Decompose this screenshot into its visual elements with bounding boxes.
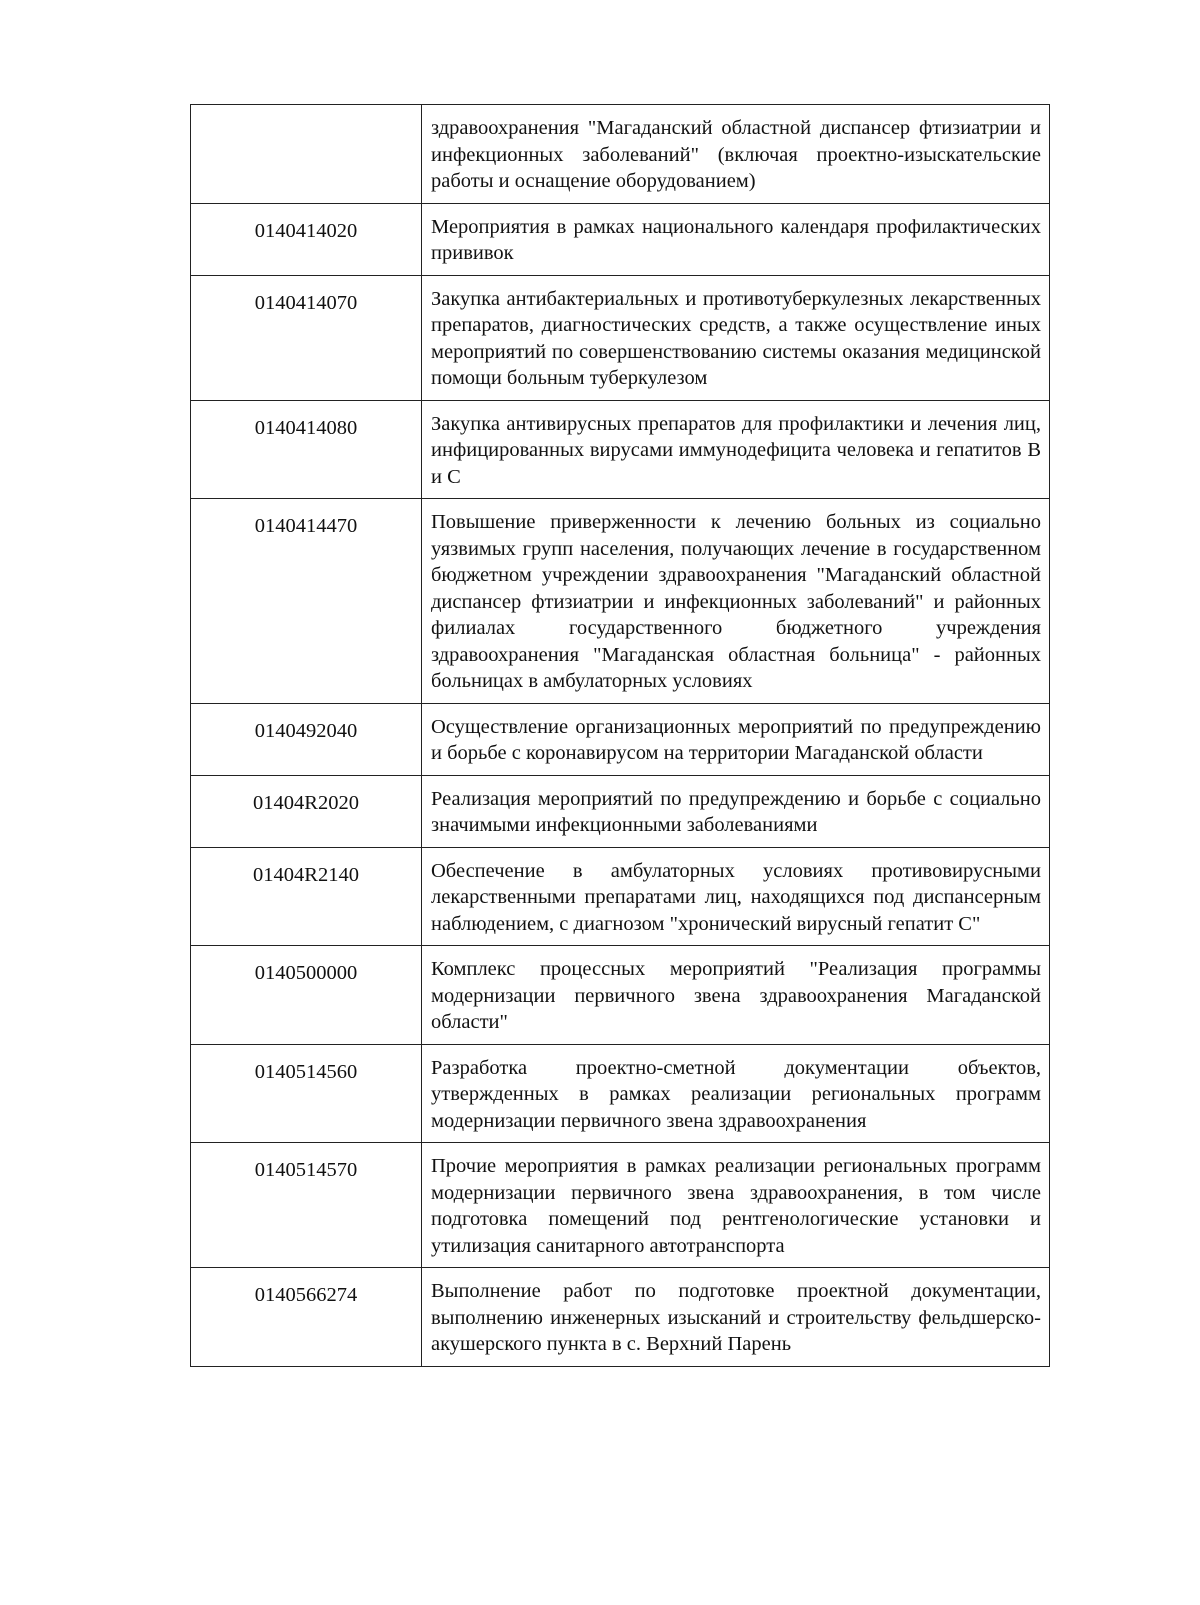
- description-cell: Разработка проектно-сметной документации объектов, утвержденных в рамках реализации региональных программ модернизации первичного звена здравоохранения: [422, 1044, 1050, 1143]
- description-cell: Закупка антивирусных препаратов для профилактики и лечения лиц, инфицированных вирусами иммунодефицита человека и гепатитов В и С: [422, 400, 1050, 499]
- table-row: [191, 1044, 1050, 1143]
- table-row: [191, 703, 1050, 775]
- code-cell: 0140566274: [191, 1268, 422, 1367]
- table-row: [191, 775, 1050, 847]
- table-row: [191, 847, 1050, 946]
- description-cell: Прочие мероприятия в рамках реализации региональных программ модернизации первичного звена здравоохранения, в том числе подготовка помещений под рентгенологические установки и утилизация санитарного автотранспорта: [422, 1143, 1050, 1268]
- description-cell: Закупка антибактериальных и противотуберкулезных лекарственных препаратов, диагностических средств, а также осуществление иных мероприятий по совершенствованию системы оказания медицинской помощи больным туберкулезом: [422, 275, 1050, 400]
- code-cell: 01404R2140: [191, 847, 422, 946]
- description-cell: Реализация мероприятий по предупреждению и борьбе с социально значимыми инфекционными заболеваниями: [422, 775, 1050, 847]
- code-cell: [191, 105, 422, 204]
- code-cell: 0140414070: [191, 275, 422, 400]
- description-cell: Мероприятия в рамках национального календаря профилактических прививок: [422, 203, 1050, 275]
- code-cell: 0140500000: [191, 946, 422, 1045]
- code-cell: 0140414470: [191, 499, 422, 704]
- code-cell: 0140414020: [191, 203, 422, 275]
- code-cell: 01404R2020: [191, 775, 422, 847]
- code-cell: 0140492040: [191, 703, 422, 775]
- table-row: [191, 105, 1050, 204]
- description-cell: Осуществление организационных мероприятий по предупреждению и борьбе с коронавирусом на территории Магаданской области: [422, 703, 1050, 775]
- table-row: [191, 400, 1050, 499]
- table-row: [191, 1268, 1050, 1367]
- description-cell: Повышение приверженности к лечению больных из социально уязвимых групп населения, получающих лечение в государственном бюджетном учреждении здравоохранения "Магаданский областной диспансер фтизиатрии и инфекционных заболеваний" и районных филиалах государственного бюджетного учреждения здравоохранения "Магаданская областная больница" - районных больницах в амбулаторных условиях: [422, 499, 1050, 704]
- table-row: [191, 499, 1050, 704]
- table-row: [191, 203, 1050, 275]
- code-cell: 0140414080: [191, 400, 422, 499]
- description-cell: здравоохранения "Магаданский областной диспансер фтизиатрии и инфекционных заболеваний" (включая проектно-изыскательские работы и оснащение оборудованием): [422, 105, 1050, 204]
- table-row: [191, 946, 1050, 1045]
- description-cell: Обеспечение в амбулаторных условиях противовирусными лекарственными препаратами лиц, находящихся под диспансерным наблюдением, с диагнозом "хронический вирусный гепатит С": [422, 847, 1050, 946]
- description-cell: Выполнение работ по подготовке проектной документации, выполнению инженерных изысканий и строительству фельдшерско-акушерского пункта в с. Верхний Парень: [422, 1268, 1050, 1367]
- code-cell: 0140514560: [191, 1044, 422, 1143]
- table-row: [191, 275, 1050, 400]
- description-cell: Комплекс процессных мероприятий "Реализация программы модернизации первичного звена здравоохранения Магаданской области": [422, 946, 1050, 1045]
- table-row: [191, 1143, 1050, 1268]
- code-cell: 0140514570: [191, 1143, 422, 1268]
- budget-classification-table: [190, 104, 1050, 1367]
